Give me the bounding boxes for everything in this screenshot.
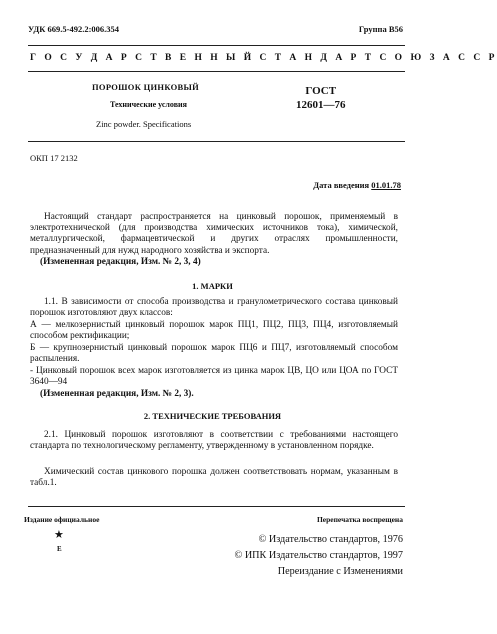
edition-letter: Е [57,545,62,553]
top-divider [28,45,405,46]
udk-code: УДК 669.5-492.2:006.354 [28,24,120,34]
document-subtitle: Технические условия [110,100,187,109]
section-1-class-a: А — мелкозернистый цинковый порошок марок ПЦ1, ПЦ2, ПЦ3, ПЦ4, изготовляемый способом ректификации; [30,320,398,342]
section-2-paragraph-1: 2.1. Цинковый порошок изготовляют в соответствии с требованиями настоящего стандарта по технологическому регламенту, утвержденному в установленном порядке. [30,430,398,452]
effective-date-label: Дата введения [313,180,372,190]
reprint-prohibited-label: Перепечатка воспрещена [316,515,403,524]
section-1-revision: (Измененная редакция, Изм. № 2, 3). [40,389,194,399]
official-edition-label: Издание официальное [24,515,100,524]
okp-code: ОКП 17 2132 [30,153,78,163]
intro-revision: (Измененная редакция, Изм. № 2, 3, 4) [40,257,201,267]
copyright-1997: © ИПК Издательство стандартов, 1997 [234,550,403,561]
english-title: Zinc powder. Specifications [96,119,192,129]
gost-code: 12601—76 [296,99,346,111]
section-2-heading: 2. ТЕХНИЧЕСКИЕ ТРЕБОВАНИЯ [143,411,282,421]
reissue-note: Переиздание с Изменениями [277,566,403,577]
state-standard-heading: Г О С У Д А Р С Т В Е Н Н Ы Й С Т А Н Д А Р Т С О Ю З А С С Р [30,53,497,63]
group-code: Группа В56 [358,24,403,34]
section-1-paragraph-2: - Цинковый порошок всех марок изготовляется из цинка марок ЦВ, ЦО или ЦОА по ГОСТ 3640—94 [30,366,399,388]
effective-date-value: 01.01.78 [371,180,401,190]
section-1-class-b: Б — крупнозернистый цинковый порошок марок ПЦ6 и ПЦ7, изготовляемый способом распыления. [30,343,398,365]
heading-divider [28,71,405,72]
intro-paragraph: Настоящий стандарт распространяется на цинковый порошок, применяемый в электротехнической (для производства химических источников тока), химической, металлургической, фармацевтической и других отраслях промышленности, предназначенный для нужд народного хозяйства и экспорта. [30,212,398,256]
section-2-paragraph-2: Химический состав цинкового порошка должен соответствовать нормам, указанным в табл.1. [30,467,398,489]
title-divider [28,141,405,142]
gost-number [296,84,346,112]
gost-label: ГОСТ [305,85,337,97]
copyright-1976: © Издательство стандартов, 1976 [258,534,403,545]
footer-divider [28,506,405,507]
section-1-heading: 1. МАРКИ [192,281,233,291]
document-title: ПОРОШОК ЦИНКОВЫЙ [92,82,200,92]
section-1-paragraph-1: 1.1. В зависимости от способа производства и гранулометрического состава цинковый порошок изготовляют двух классов: [30,297,398,319]
effective-date [313,180,401,190]
star-icon: ★ [54,529,64,541]
section-1-paragraph-2-text: Цинковый порошок всех марок изготовляется из цинка марок ЦВ, ЦО или ЦОА по ГОСТ 3640—94 [30,366,399,388]
